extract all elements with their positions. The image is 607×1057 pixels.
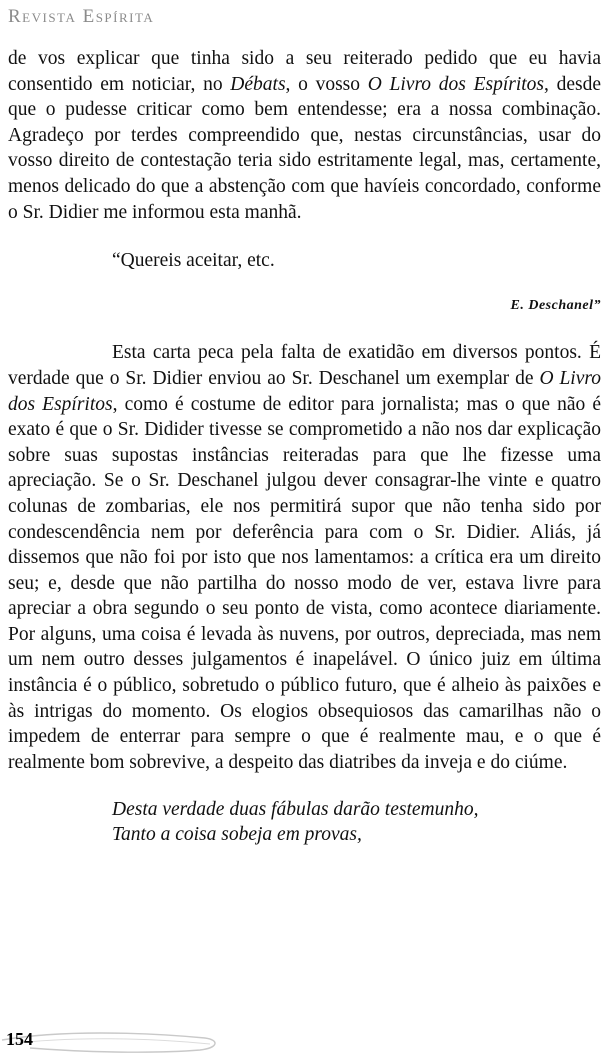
letter-closing: “Quereis aceitar, etc.: [112, 250, 275, 272]
italic-title: O Livro dos Espíritos: [367, 73, 544, 95]
page-number: 154: [6, 1029, 33, 1049]
text-span: , o vosso: [285, 73, 368, 95]
text-span: , desde que o pudesse criticar como bem entendesse; era a nossa combinação. Agradeço por terdes compreendido que, nestas circunstâncias, usar do vosso direito de contestação teria sido estritamente legal, mas, certamente, menos delicado do que a abstenção com que havíeis concordado, conforme o Sr. Didier me informou esta manhã.: [8, 73, 601, 223]
running-header: Revista Espírita: [8, 6, 155, 27]
paragraph-letter-continuation: [8, 46, 601, 225]
italic-title: Débats: [230, 73, 286, 95]
text-span: , como é costume de editor para jornalista; mas o que não é exato é que o Sr. Didider tivesse se comprometido a não nos dar explicação sobre suas supostas instâncias reiteradas para que lhe fizesse uma apreciação. Se o Sr. Deschanel julgou dever consagrar-lhe vinte e quatro colunas de zombarias, ele nos permitirá supor que não tenha sido por condescendência nem por deferência para com o Sr. Didier. Aliás, já dissemos que não foi por isto que nos lamentamos: a crítica era um direito seu; e, desde que não partilha do nosso modo de ver, estava livre para apreciar a obra segundo o seu ponto de vista, como acontece diariamente. Por alguns, uma coisa é levada às nuvens, por outros, depreciada, mas nem um nem outro desses julgamentos é inapelável. O único juiz em última instância é o público, sobretudo o público futuro, que é alheio às paixões e às intrigas do momento. Os elogios obsequiosos das camarilhas não o impedem de enterrar para sempre o que é realmente mau, e o que é realmente bom sobrevive, a despeito das diatribes da inveja e do ciúme.: [8, 393, 601, 773]
decorative-swoosh: [0, 1018, 240, 1057]
verse-line: Tanto a coisa sobeja em provas,: [112, 824, 362, 846]
page-body: [8, 46, 601, 847]
text-span: de vos explicar que tinha sido a seu reiterado pedido que eu havia consentido em noticiar, no: [8, 48, 601, 95]
verse-line: Desta verdade duas fábulas darão testemunho,: [112, 799, 479, 821]
italic-title: O Livro dos Espíritos: [8, 367, 601, 415]
text-span: Esta carta peca pela falta de exatidão em diversos pontos. É verdade que o Sr. Didier enviou ao Sr. Deschanel um exemplar de: [8, 342, 601, 389]
verse-quote: [8, 797, 601, 847]
paragraph-commentary: [8, 340, 601, 775]
letter-signature: E. Deschanel”: [510, 297, 601, 313]
